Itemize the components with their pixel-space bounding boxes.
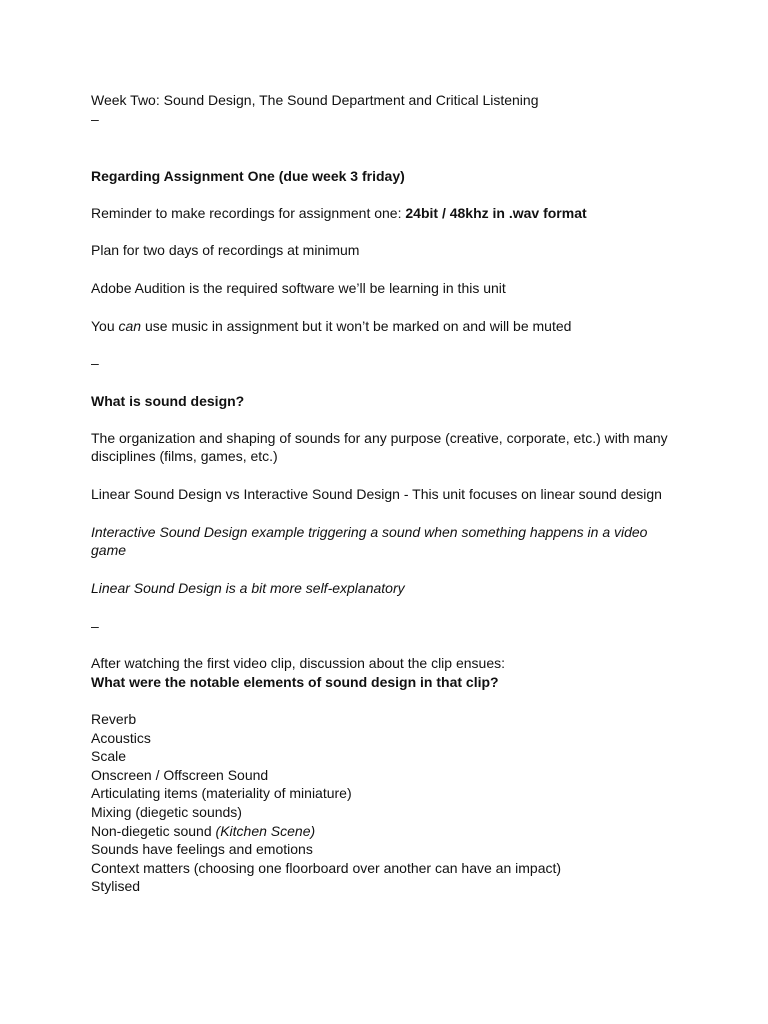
list-item: Articulating items (materiality of miniature) bbox=[91, 785, 352, 802]
separator: – bbox=[91, 355, 99, 371]
linear-vs-interactive: Linear Sound Design vs Interactive Sound Design - This unit focuses on linear sound design bbox=[91, 486, 662, 502]
non-diegetic-emphasis: (Kitchen Scene) bbox=[215, 822, 316, 839]
reminder-format: 24bit / 48khz in .wav format bbox=[405, 205, 587, 221]
assignment-music-note bbox=[91, 317, 691, 335]
linear-note: Linear Sound Design is a bit more self-explanatory bbox=[91, 580, 405, 596]
list-item: Acoustics bbox=[91, 729, 151, 746]
separator: – bbox=[91, 111, 99, 127]
list-item bbox=[91, 822, 561, 841]
music-emphasis: can bbox=[118, 318, 142, 334]
sound-elements-list bbox=[91, 710, 561, 896]
music-suffix: use music in assignment but it won’t be marked on and will be muted bbox=[141, 318, 572, 334]
non-diegetic-label: Non-diegetic sound bbox=[91, 822, 216, 839]
list-item: Context matters (choosing one floorboard over another can have an impact) bbox=[91, 859, 562, 876]
interactive-example: Interactive Sound Design example triggering a sound when something happens in a video game bbox=[91, 524, 648, 558]
reminder-text: Reminder to make recordings for assignment one: bbox=[91, 205, 406, 221]
list-item: Sounds have feelings and emotions bbox=[91, 841, 313, 858]
music-prefix: You bbox=[91, 318, 119, 334]
separator: – bbox=[91, 618, 99, 634]
assignment-reminder bbox=[91, 204, 691, 222]
list-item: Mixing (diegetic sounds) bbox=[91, 803, 242, 820]
list-item: Scale bbox=[91, 748, 127, 765]
sound-design-definition: The organization and shaping of sounds for any purpose (creative, corporate, etc.) with many disciplines (films, games, etc.) bbox=[91, 430, 668, 464]
sound-design-heading: What is sound design? bbox=[91, 393, 245, 409]
assignment-software: Adobe Audition is the required software we’ll be learning in this unit bbox=[91, 280, 506, 296]
assignment-heading: Regarding Assignment One (due week 3 friday) bbox=[91, 168, 405, 184]
list-item: Reverb bbox=[91, 711, 137, 727]
document-title: Week Two: Sound Design, The Sound Department and Critical Listening bbox=[91, 92, 539, 108]
clip-intro: After watching the first video clip, discussion about the clip ensues: bbox=[91, 655, 505, 671]
list-item: Stylised bbox=[91, 878, 141, 895]
assignment-plan: Plan for two days of recordings at minimum bbox=[91, 242, 360, 258]
list-item: Onscreen / Offscreen Sound bbox=[91, 766, 269, 783]
clip-question: What were the notable elements of sound design in that clip? bbox=[91, 674, 499, 690]
